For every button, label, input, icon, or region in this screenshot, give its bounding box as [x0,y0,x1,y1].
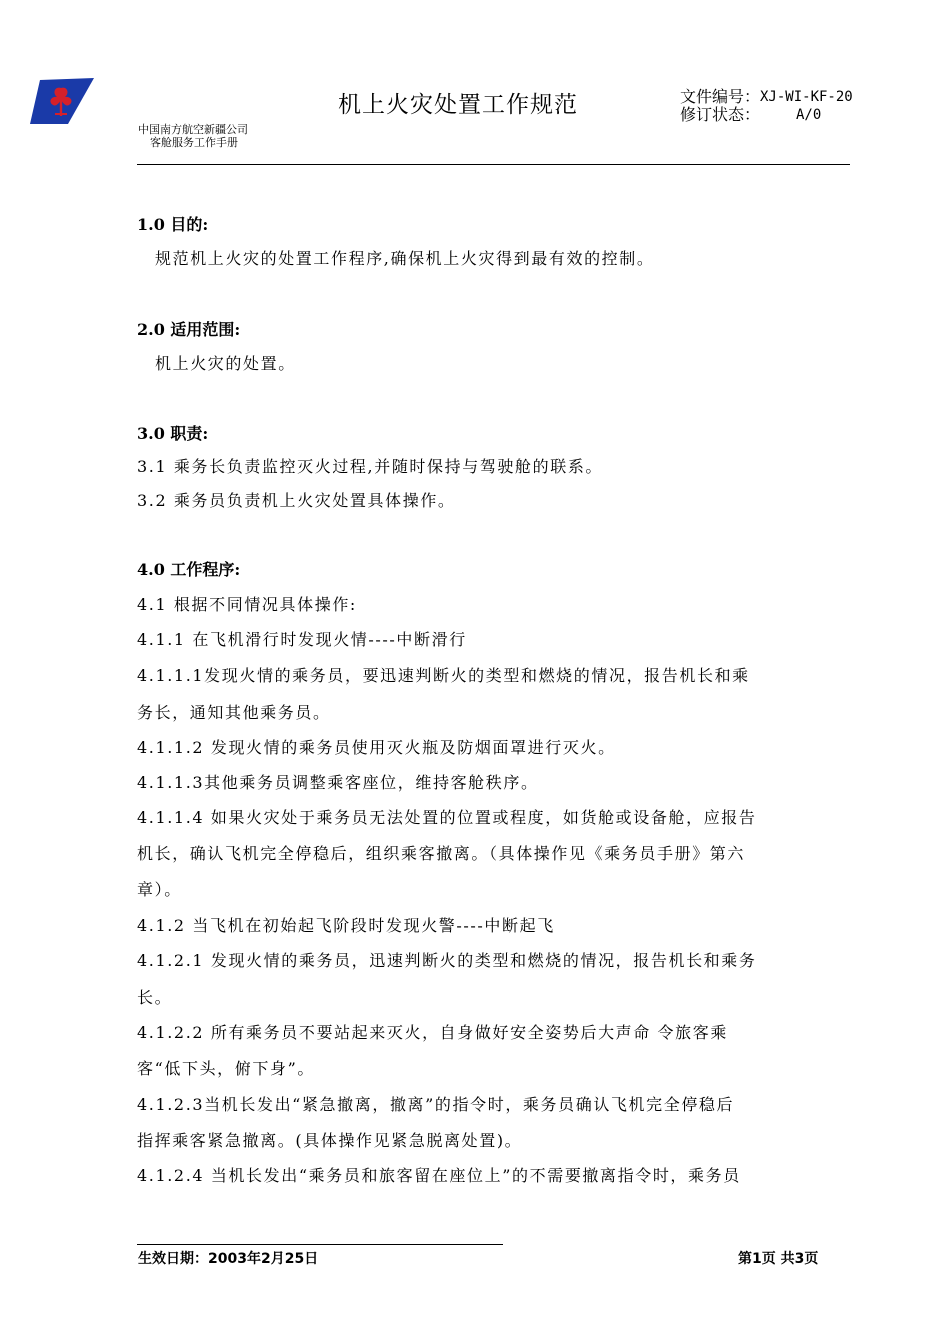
china-southern-kapok-logo-icon [28,76,96,126]
paragraph-4-1-1-1-cont: 务长，通知其他乘务员。 [137,703,331,722]
paragraph-4-1-1-2: 4.1.1.2 发现火情的乘务员使用灭火瓶及防烟面罩进行灭火。 [137,738,616,757]
paragraph-4-1-2-2: 4.1.2.2 所有乘务员不要站起来灭火，自身做好安全姿势后大声命 令旅客乘 [137,1023,728,1042]
header-divider [137,164,850,165]
paragraph-4-1-2-4: 4.1.2.4 当机长发出“乘务员和旅客留在座位上”的不需要撤离指令时，乘务员 [137,1166,741,1185]
paragraph-4-1: 4.1 根据不同情况具体操作: [137,595,357,614]
paragraph-4-1-2-3: 4.1.2.3当机长发出“紧急撤离，撤离”的指令时，乘务员确认飞机完全停稳后 [137,1095,735,1114]
section-4-heading: 4.0 工作程序: [137,560,241,579]
section-2-text: 机上火灾的处置。 [155,354,296,373]
paragraph-4-1-2-2-cont: 客“低下头，俯下身”。 [137,1059,315,1078]
document-number-value: XJ-WI-KF-20 [760,89,853,105]
paragraph-4-1-2: 4.1.2 当飞机在初始起飞阶段时发现火警----中断起飞 [137,916,555,935]
section-1-text: 规范机上火灾的处置工作程序,确保机上火灾得到最有效的控制。 [155,249,655,268]
paragraph-4-1-1: 4.1.1 在飞机滑行时发现火情----中断滑行 [137,630,467,649]
paragraph-4-1-2-1: 4.1.2.1 发现火情的乘务员，迅速判断火的类型和燃烧的情况，报告机长和乘务 [137,951,757,970]
revision-status-value: A/0 [796,107,822,123]
paragraph-4-1-1-4-end: 章）。 [137,880,182,899]
effective-date: 生效日期：2003年2月25日 [138,1251,319,1267]
paragraph-4-1-1-3: 4.1.1.3其他乘务员调整乘客座位，维持客舱秩序。 [137,773,539,792]
section-3-heading: 3.0 职责: [137,424,209,443]
paragraph-4-1-2-1-cont: 长。 [137,988,173,1007]
document-number-label: 文件编号： [680,87,761,106]
footer-divider [137,1244,503,1245]
paragraph-4-1-1-1: 4.1.1.1发现火情的乘务员，要迅速判断火的类型和燃烧的情况，报告机长和乘 [137,666,750,685]
revision-status-label: 修订状态： [680,105,761,124]
section-1-heading: 1.0 目的: [137,215,209,234]
paragraph-4-1-2-3-cont: 指挥乘客紧急撤离。(具体操作见紧急脱离处置)。 [137,1131,523,1150]
page-number: 第1页 共3页 [738,1251,819,1267]
manual-name: 客舱服务工作手册 [150,136,238,149]
section-2-heading: 2.0 适用范围: [137,320,241,339]
paragraph-4-1-1-4: 4.1.1.4 如果火灾处于乘务员无法处置的位置或程度，如货舱或设备舱，应报告 [137,808,757,827]
document-title: 机上火灾处置工作规范 [338,92,578,118]
section-3-1: 3.1 乘务长负责监控灭火过程,并随时保持与驾驶舱的联系。 [137,457,604,476]
company-name: 中国南方航空新疆公司 [138,123,248,136]
section-3-2: 3.2 乘务员负责机上火灾处置具体操作。 [137,491,456,510]
paragraph-4-1-1-4-cont: 机长，确认飞机完全停稳后，组织乘客撤离。（具体操作见《乘务员手册》第六 [137,844,746,863]
